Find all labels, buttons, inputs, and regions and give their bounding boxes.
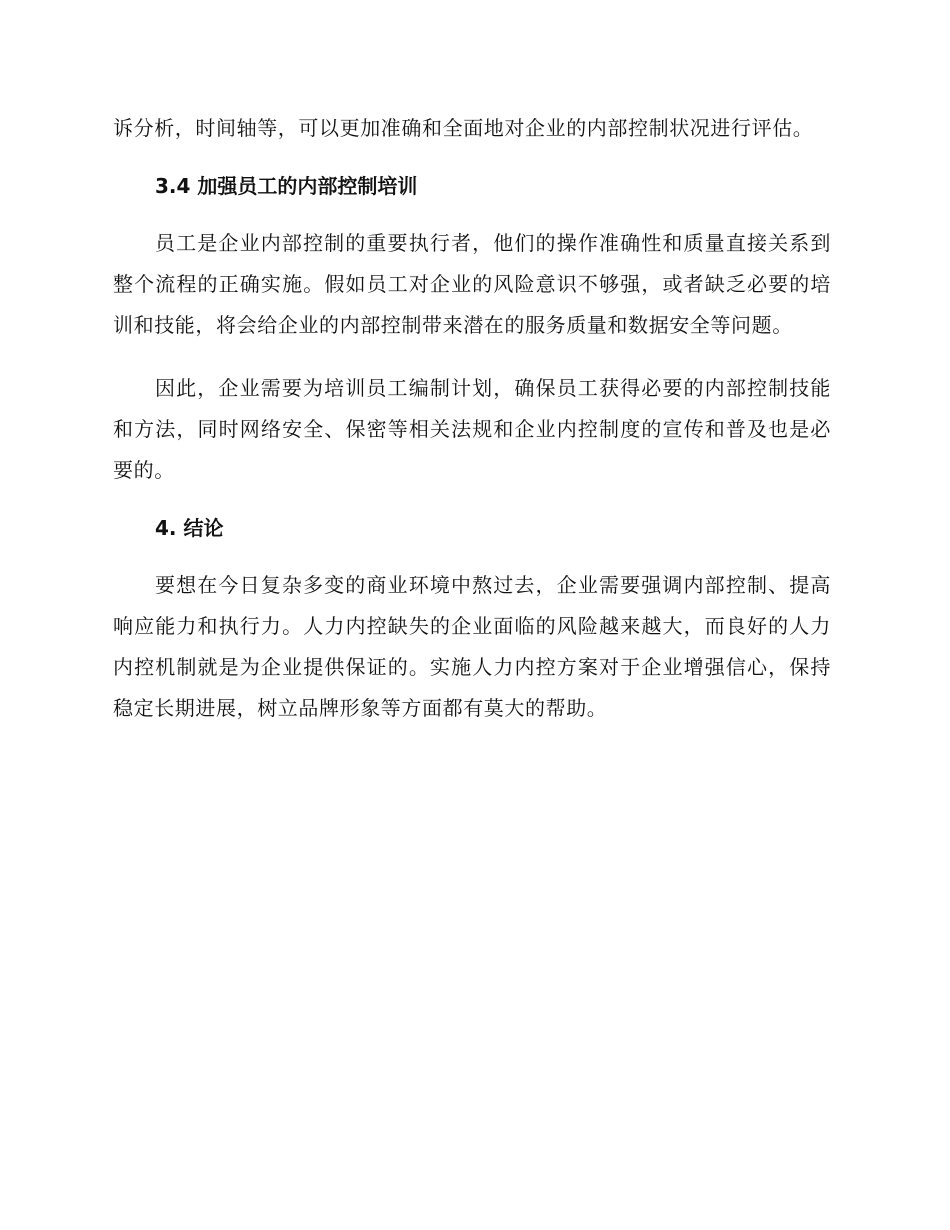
document-body [113,108,831,751]
continued-paragraph: 诉分析，时间轴等，可以更加准确和全面地对企业的内部控制状况进行评估。 [113,116,814,140]
section-heading-3-4: 3.4 加强员工的内部控制培训 [155,174,418,198]
section-3-4-paragraph-2: 因此，企业需要为培训员工编制计划，确保员工获得必要的内部控制技能和方法，同时网络安全、保密等相关法规和企业内控制度的宣传和普及也是必要的。 [113,376,831,482]
conclusion-paragraph: 要想在今日复杂多变的商业环境中熬过去，企业需要强调内部控制、提高响应能力和执行力。人力内控缺失的企业面临的风险越来越大，而良好的人力内控机制就是为企业提供保证的。实施人力内控方案对于企业增强信心，保持稳定长期进展，树立品牌形象等方面都有莫大的帮助。 [113,573,831,720]
section-heading-4: 4. 结论 [155,516,224,540]
section-3-4-paragraph-1: 员工是企业内部控制的重要执行者，他们的操作准确性和质量直接关系到整个流程的正确实施。假如员工对企业的风险意识不够强，或者缺乏必要的培训和技能，将会给企业的内部控制带来潜在的服务质量和数据安全等问题。 [113,231,831,337]
